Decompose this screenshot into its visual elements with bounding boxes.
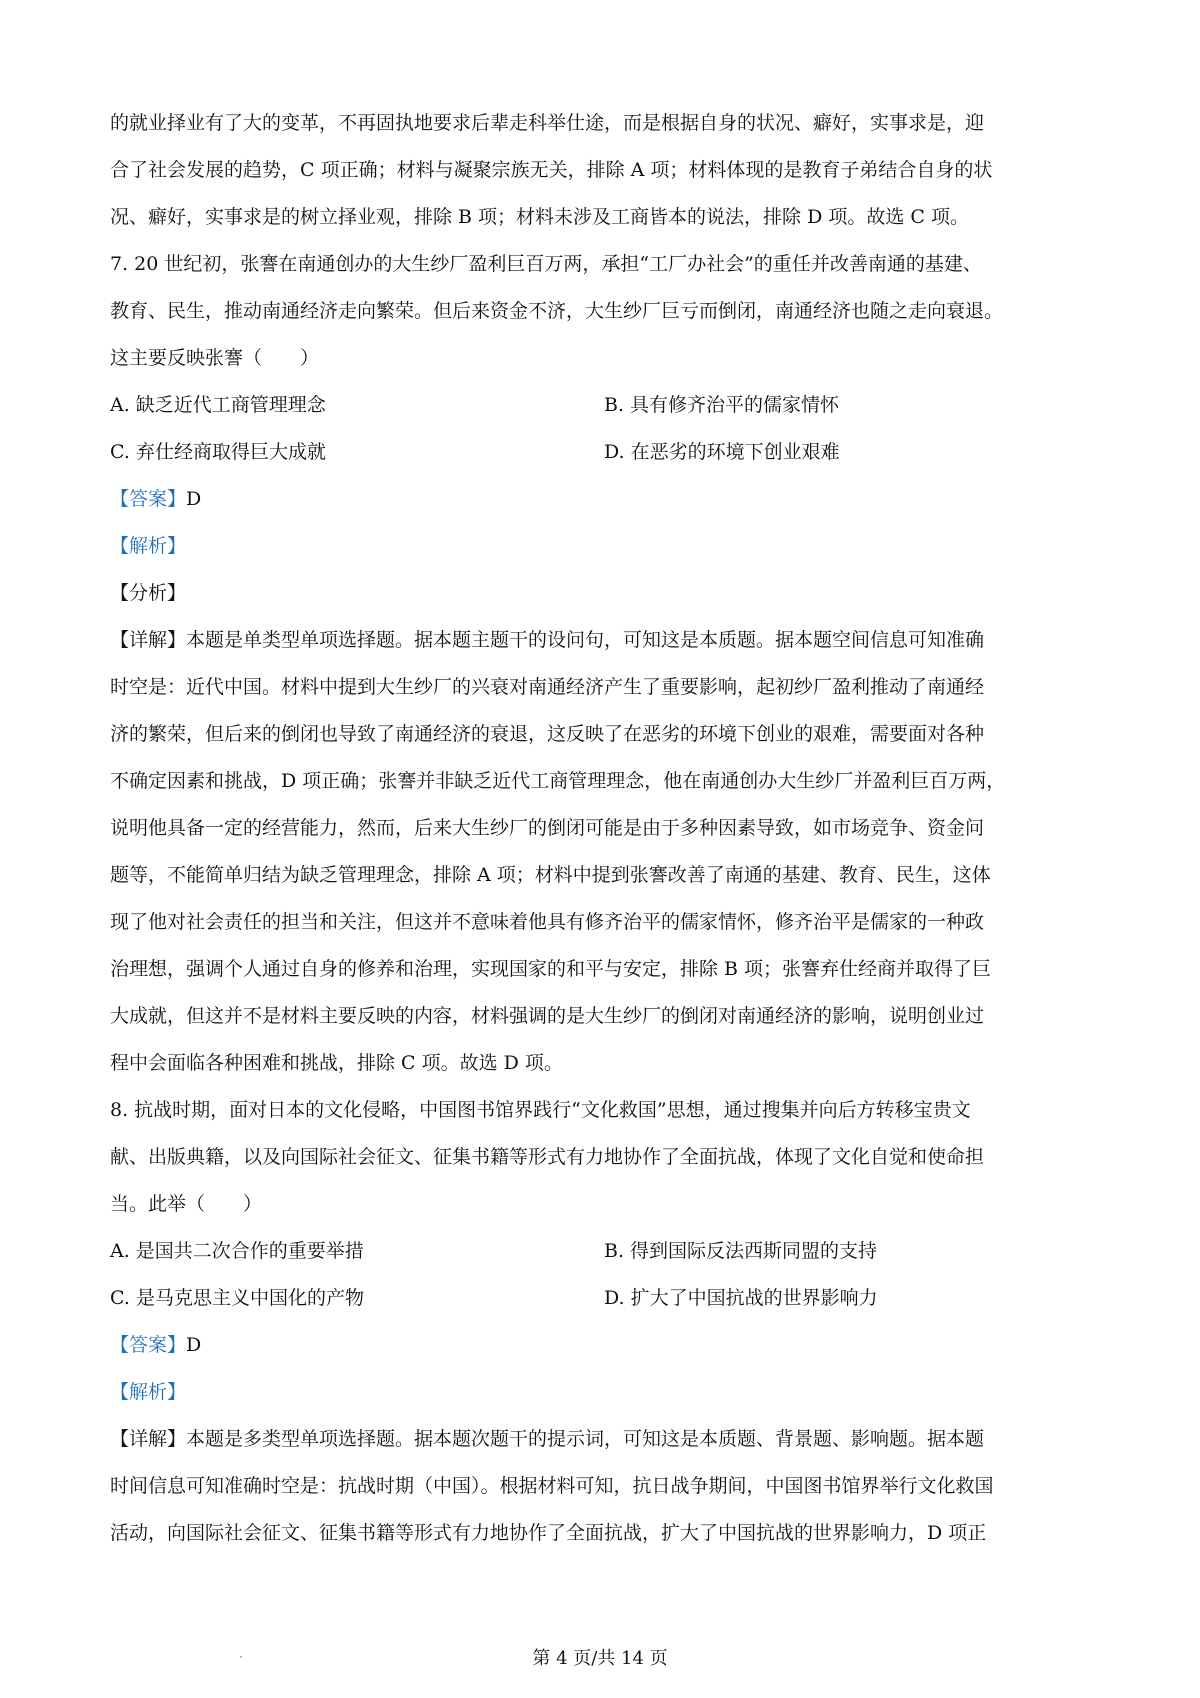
- analysis-tag: 【解析】: [110, 1381, 187, 1403]
- q7-option-a: A. 缺乏近代工商管理理念: [110, 394, 326, 416]
- q7-option-d: D. 在恶劣的环境下创业艰难: [604, 441, 840, 463]
- q8-answer: [110, 1322, 1100, 1369]
- q8-detail-line: [110, 1416, 1100, 1463]
- q7-detail-line: 现了他对社会责任的担当和关注，但这并不意味着他具有修齐治平的儒家情怀，修齐治平是儒家的一种政: [110, 911, 985, 933]
- q7-detail-line: 说明他具备一定的经营能力，然而，后来大生纱厂的倒闭可能是由于多种因素导致，如市场竞争、资金问: [110, 817, 985, 839]
- q7-stem-line: 这主要反映张謇（ ）: [110, 347, 320, 369]
- q8-stem-line: 献、出版典籍，以及向国际社会征文、征集书籍等形式有力地协作了全面抗战，体现了文化自觉和使命担: [110, 1146, 985, 1168]
- q8-options-row-2: [110, 1275, 1100, 1322]
- q7-detail-line: 大成就，但这并不是材料主要反映的内容，材料强调的是大生纱厂的倒闭对南通经济的影响，说明创业过: [110, 1005, 985, 1027]
- q7-fenxi-heading: [110, 570, 1100, 617]
- q8-detail: [110, 1416, 1100, 1557]
- intro-paragraph: [110, 100, 1100, 241]
- q7-detail-line: 不确定因素和挑战，D 项正确；张謇并非缺乏近代工商管理理念，他在南通创办大生纱厂并盈利巨百万两，: [110, 770, 1006, 792]
- intro-line: 的就业择业有了大的变革，不再固执地要求后辈走科举仕途，而是根据自身的状况、癖好，实事求是，迎: [110, 112, 985, 134]
- answer-tag: 【答案】: [110, 488, 187, 510]
- detail-tag: 【详解】: [110, 629, 187, 651]
- q7-detail: [110, 617, 1100, 1087]
- answer-tag: 【答案】: [110, 1334, 187, 1356]
- q8-detail-line: 活动，向国际社会征文、征集书籍等形式有力地协作了全面抗战，扩大了中国抗战的世界影响力，D 项正: [110, 1522, 987, 1544]
- q8-stem-line: 当。此举（ ）: [110, 1193, 263, 1215]
- page-footer: 第 4 页/共 14 页: [532, 1648, 668, 1669]
- question-7: [110, 241, 1100, 1087]
- q8-stem-line: 8. 抗战时期，面对日本的文化侵略，中国图书馆界践行“文化救国”思想，通过搜集并向后方转移宝贵文: [110, 1099, 971, 1121]
- q7-stem-line: 7. 20 世纪初，张謇在南通创办的大生纱厂盈利巨百万两，承担“工厂办社会”的重任并改善南通的基建、: [110, 253, 982, 275]
- q8-analysis-heading: [110, 1369, 1100, 1416]
- question-8: [110, 1087, 1100, 1557]
- q7-options-row-1: [110, 382, 1100, 429]
- q7-analysis-heading: [110, 523, 1100, 570]
- q7-option-c: C. 弃仕经商取得巨大成就: [110, 441, 326, 463]
- q7-detail-line: 程中会面临各种困难和挑战，排除 C 项。故选 D 项。: [110, 1052, 563, 1074]
- q8-option-c: C. 是马克思主义中国化的产物: [110, 1287, 364, 1309]
- answer-value: D: [186, 1334, 202, 1356]
- detail-text: 本题是单类型单项选择题。据本题主题干的设问句，可知这是本质题。据本题空间信息可知准确: [186, 629, 985, 651]
- q7-detail-line: 治理想，强调个人通过自身的修养和治理，实现国家的和平与安定，排除 B 项；张謇弃仕经商并取得了巨: [110, 958, 992, 980]
- q7-detail-line: 济的繁荣，但后来的倒闭也导致了南通经济的衰退，这反映了在恶劣的环境下创业的艰难，需要面对各种: [110, 723, 985, 745]
- analysis-tag: 【解析】: [110, 535, 187, 557]
- intro-line: 合了社会发展的趋势，C 项正确；材料与凝聚宗族无关，排除 A 项；材料体现的是教育子弟结合自身的状: [110, 159, 993, 181]
- answer-value: D: [186, 488, 202, 510]
- q8-option-d: D. 扩大了中国抗战的世界影响力: [604, 1287, 878, 1309]
- q7-detail-line: 题等，不能简单归结为缺乏管理理念，排除 A 项；材料中提到张謇改善了南通的基建、教育、民生，这体: [110, 864, 991, 886]
- q7-options-row-2: [110, 429, 1100, 476]
- q7-detail-line: [110, 617, 1100, 664]
- q8-option-a: A. 是国共二次合作的重要举措: [110, 1240, 364, 1262]
- q8-options-row-1: [110, 1228, 1100, 1275]
- q7-detail-line: 时空是：近代中国。材料中提到大生纱厂的兴衰对南通经济产生了重要影响，起初纱厂盈利推动了南通经: [110, 676, 985, 698]
- q7-option-b: B. 具有修齐治平的儒家情怀: [604, 394, 840, 416]
- q8-detail-line: 时间信息可知准确时空是：抗战时期（中国）。根据材料可知，抗日战争期间，中国图书馆界举行文化救国: [110, 1475, 994, 1497]
- fenxi-tag: 【分析】: [110, 582, 187, 604]
- q7-answer: [110, 476, 1100, 523]
- intro-line: 况、癖好，实事求是的树立择业观，排除 B 项；材料未涉及工商皆本的说法，排除 D 项。故选 C 项。: [110, 206, 969, 228]
- document-page: [110, 100, 1100, 1557]
- detail-text: 本题是多类型单项选择题。据本题次题干的提示词，可知这是本质题、背景题、影响题。据本题: [186, 1428, 985, 1450]
- q7-stem-line: 教育、民生，推动南通经济走向繁荣。但后来资金不济，大生纱厂巨亏而倒闭，南通经济也随之走向衰退。: [110, 300, 1004, 322]
- q8-option-b: B. 得到国际反法西斯同盟的支持: [604, 1240, 878, 1262]
- detail-tag: 【详解】: [110, 1428, 187, 1450]
